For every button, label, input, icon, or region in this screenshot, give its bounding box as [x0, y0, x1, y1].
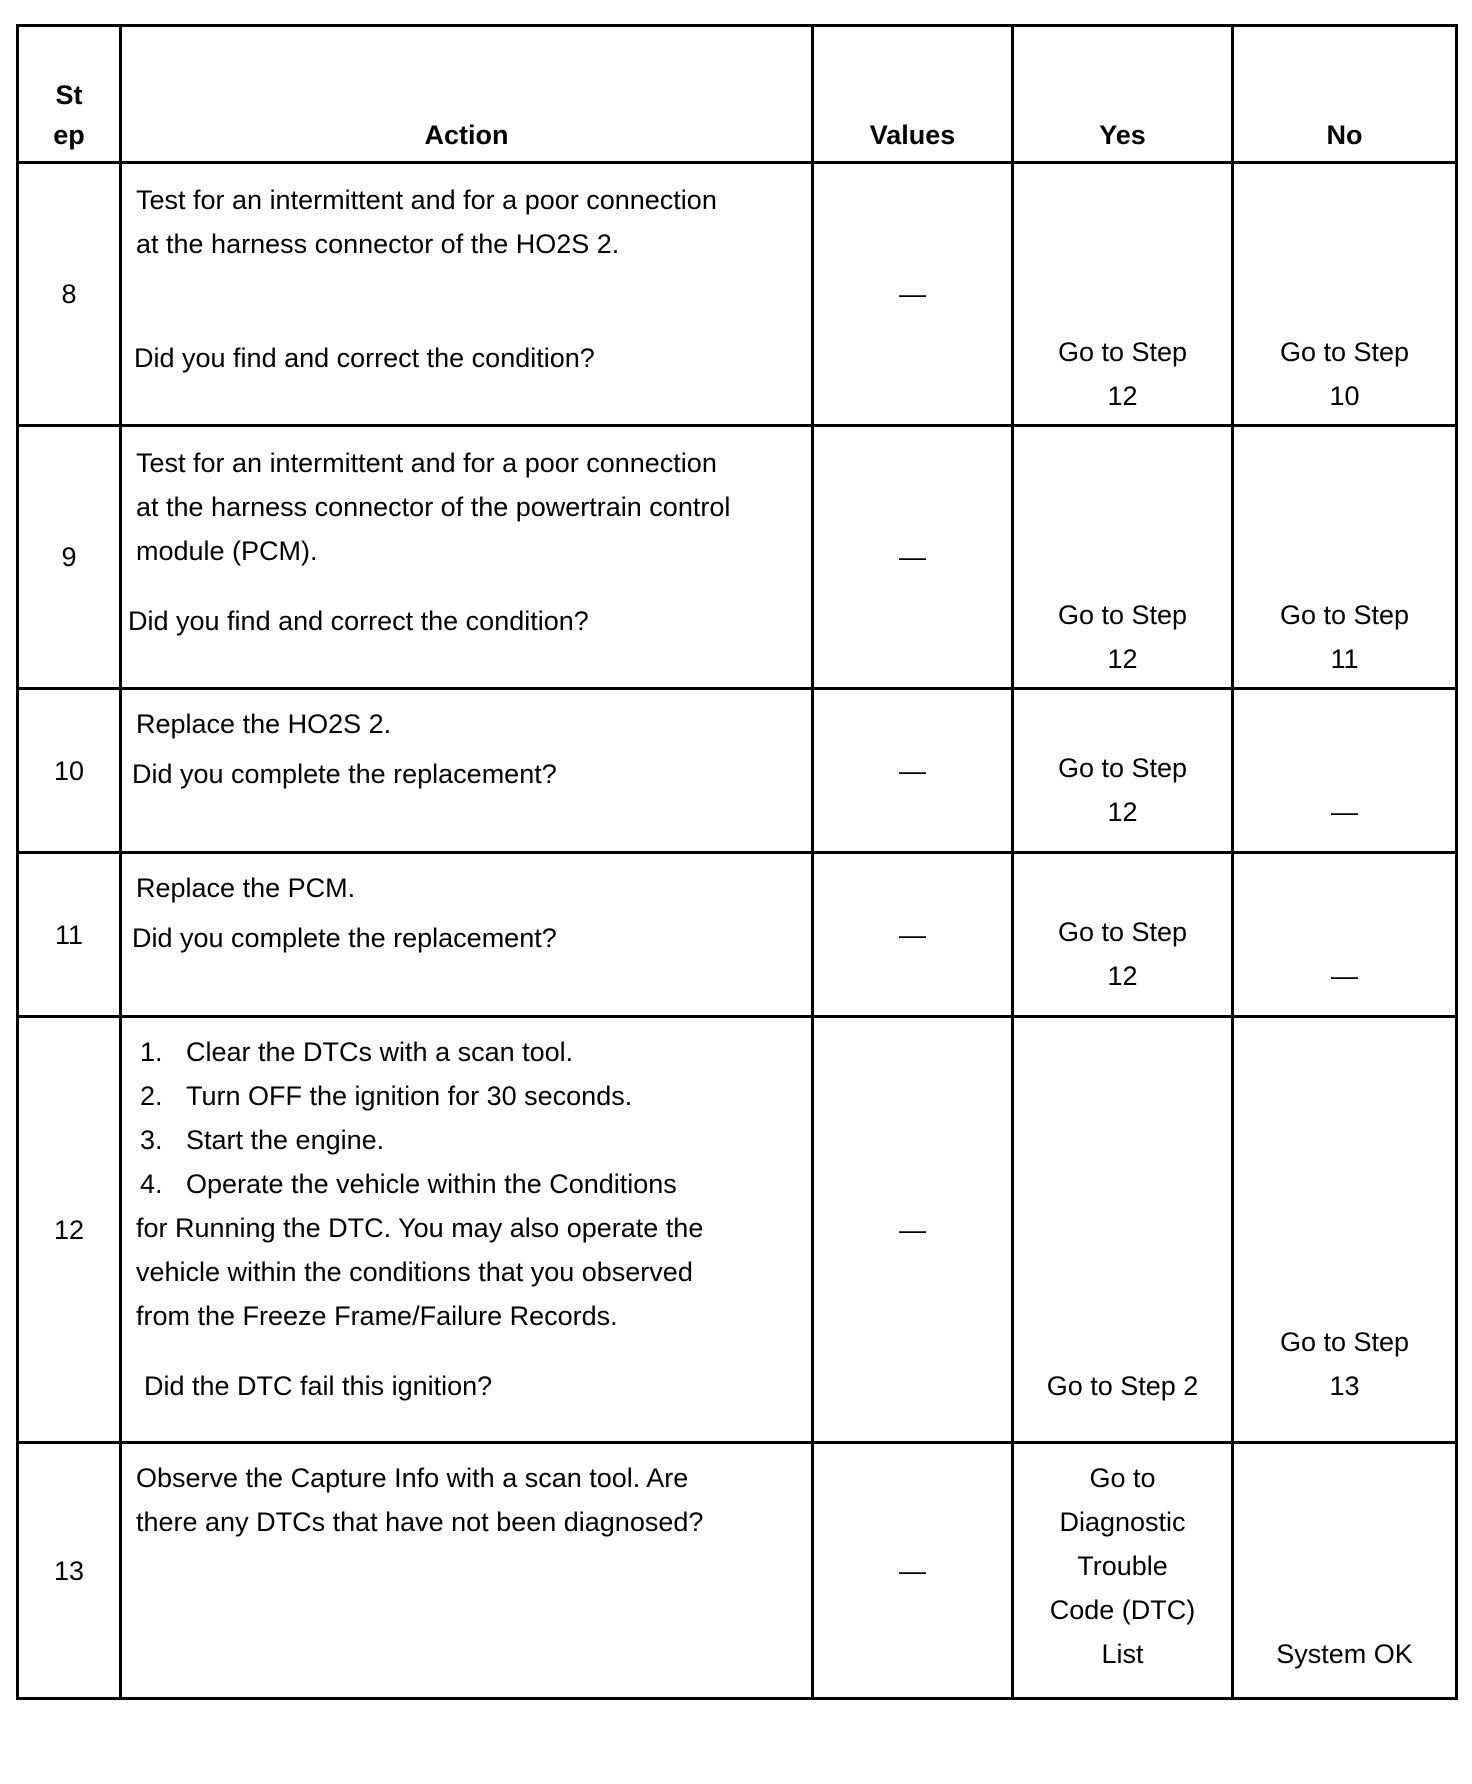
yes-cell: [1013, 1017, 1233, 1443]
yes-line: Go to Step: [1057, 337, 1188, 367]
header-step-line1: St: [55, 80, 83, 110]
action-cell: [121, 689, 813, 853]
action-line: Replace the PCM.: [136, 873, 356, 903]
action-question: Did you complete the replacement?: [132, 759, 557, 789]
no-line: 13: [1329, 1371, 1360, 1401]
yes-line: Go to Step: [1057, 600, 1188, 630]
no-line: —: [1331, 797, 1358, 827]
no-line: Go to Step: [1279, 337, 1410, 367]
yes-cell: [1013, 1443, 1233, 1699]
yes-line: Go to: [1089, 1463, 1156, 1493]
no-cell: [1233, 689, 1457, 853]
step-number: 8: [18, 163, 121, 426]
no-line: 11: [1330, 644, 1359, 674]
action-cell: [121, 1443, 813, 1699]
step-number: 10: [18, 689, 121, 853]
value-cell: —: [813, 1017, 1013, 1443]
yes-line: 12: [1107, 381, 1138, 411]
step-number: 12: [18, 1017, 121, 1443]
list-item: 1. Clear the DTCs with a scan tool.: [140, 1037, 574, 1067]
no-line: Go to Step: [1279, 600, 1410, 630]
value-cell: —: [813, 163, 1013, 426]
action-line: from the Freeze Frame/Failure Records.: [136, 1301, 618, 1331]
action-cell: [121, 163, 813, 426]
step-number: 9: [18, 426, 121, 689]
yes-line: 12: [1107, 644, 1138, 674]
step-number: 11: [18, 853, 121, 1017]
yes-line: Go to Step: [1057, 917, 1188, 947]
action-cell: [121, 426, 813, 689]
value-cell: —: [813, 426, 1013, 689]
no-cell: [1233, 1443, 1457, 1699]
action-question: Did you find and correct the condition?: [134, 343, 595, 373]
action-line: Test for an intermittent and for a poor connection: [136, 185, 717, 215]
yes-line: Trouble: [1077, 1551, 1168, 1581]
no-line: Go to Step: [1279, 1327, 1410, 1357]
diagnostic-table: [16, 24, 1458, 1700]
action-line: Replace the HO2S 2.: [136, 709, 392, 739]
header-yes: Yes: [1013, 26, 1233, 163]
action-line: at the harness connector of the powertrain control: [136, 492, 731, 522]
action-line: there any DTCs that have not been diagnosed?: [136, 1507, 704, 1537]
list-item: 2. Turn OFF the ignition for 30 seconds.: [140, 1081, 633, 1111]
table-row-step-11: [18, 853, 1457, 1017]
table-row-step-10: [18, 689, 1457, 853]
yes-line: Go to Step 2: [1046, 1371, 1199, 1401]
yes-line: Diagnostic: [1059, 1507, 1186, 1537]
header-no: No: [1233, 26, 1457, 163]
value-cell: —: [813, 1443, 1013, 1699]
yes-line: 12: [1107, 961, 1138, 991]
no-cell: [1233, 426, 1457, 689]
action-line: Test for an intermittent and for a poor connection: [136, 448, 717, 478]
procedure-list: [136, 1030, 811, 1206]
action-question: Did you find and correct the condition?: [128, 606, 589, 636]
no-line: System OK: [1276, 1639, 1413, 1669]
action-line: at the harness connector of the HO2S 2.: [136, 229, 620, 259]
yes-cell: [1013, 426, 1233, 689]
action-cell: [121, 853, 813, 1017]
no-line: —: [1331, 961, 1358, 991]
yes-line: 12: [1107, 797, 1138, 827]
value-cell: —: [813, 853, 1013, 1017]
action-line: Observe the Capture Info with a scan tool. Are: [136, 1463, 689, 1493]
action-question: Did you complete the replacement?: [132, 923, 557, 953]
step-number: 13: [18, 1443, 121, 1699]
header-action: Action: [121, 26, 813, 163]
header-step: [18, 26, 121, 163]
action-cell: [121, 1017, 813, 1443]
no-line: 10: [1329, 381, 1360, 411]
no-cell: [1233, 1017, 1457, 1443]
yes-cell: [1013, 853, 1233, 1017]
table-row-step-8: [18, 163, 1457, 426]
table-row-step-9: [18, 426, 1457, 689]
header-row: [18, 26, 1457, 163]
header-values: Values: [813, 26, 1013, 163]
list-item: 4. Operate the vehicle within the Conditions: [140, 1169, 677, 1199]
action-line: module (PCM).: [136, 536, 318, 566]
action-line: vehicle within the conditions that you observed: [136, 1257, 693, 1287]
yes-cell: [1013, 689, 1233, 853]
table-row-step-12: [18, 1017, 1457, 1443]
list-item: 3. Start the engine.: [140, 1125, 385, 1155]
no-cell: [1233, 853, 1457, 1017]
table-row-step-13: [18, 1443, 1457, 1699]
yes-line: List: [1101, 1639, 1144, 1669]
action-line: for Running the DTC. You may also operate the: [136, 1213, 704, 1243]
value-cell: —: [813, 689, 1013, 853]
yes-line: Go to Step: [1057, 753, 1188, 783]
yes-line: Code (DTC): [1049, 1595, 1196, 1625]
no-cell: [1233, 163, 1457, 426]
header-step-line2: ep: [53, 120, 85, 150]
yes-cell: [1013, 163, 1233, 426]
action-question: Did the DTC fail this ignition?: [144, 1371, 493, 1401]
